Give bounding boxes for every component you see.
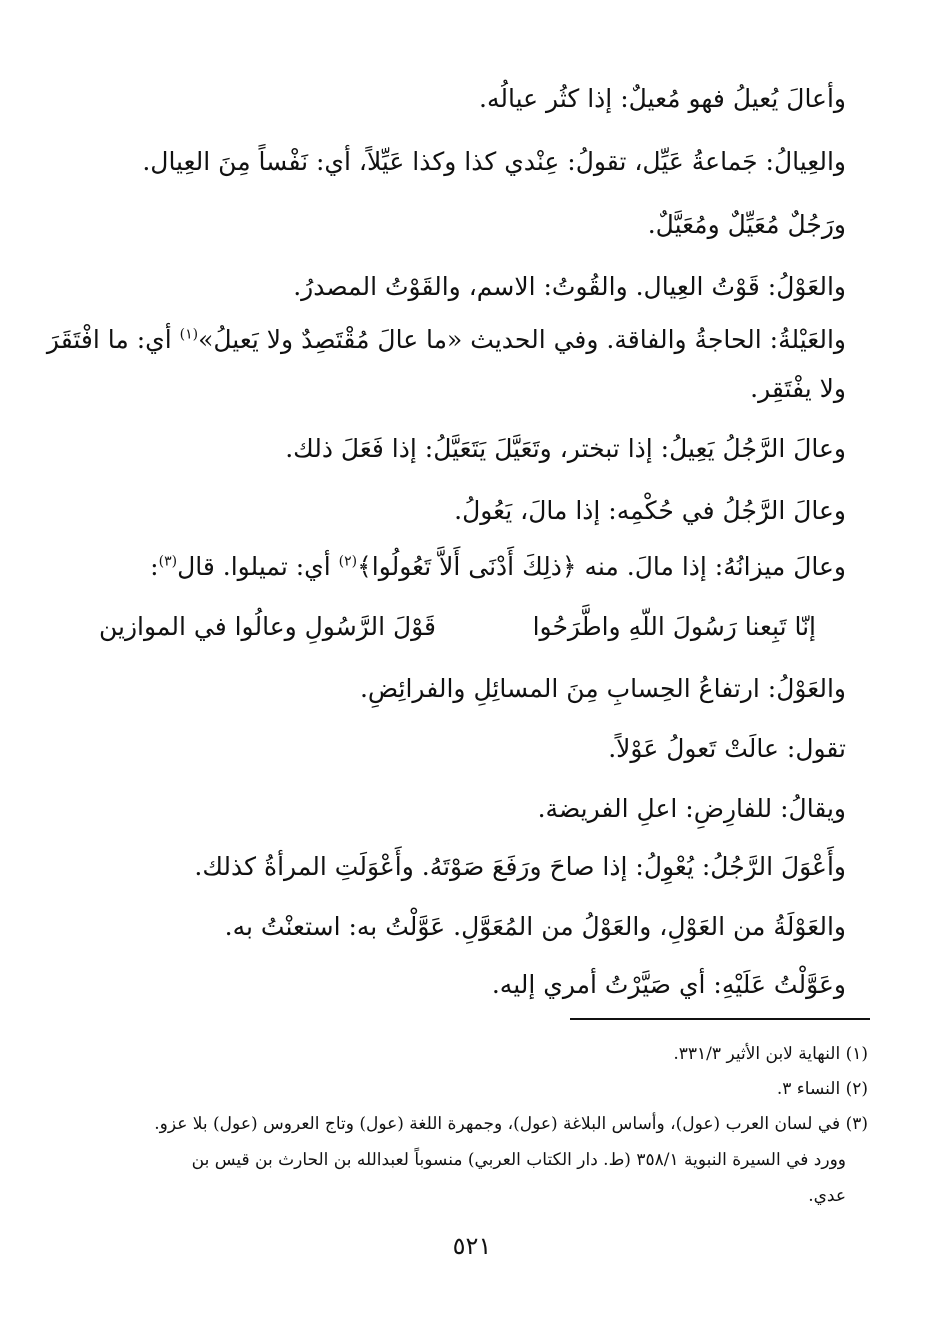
text-line-11: تقول: عالَتْ تَعولُ عَوْلاً. <box>608 734 846 763</box>
page-number: ٥٢١ <box>452 1232 492 1260</box>
text-line-6: ولا يفْتَقِر. <box>750 374 846 403</box>
text-line-7: وعالَ الرَّجُلُ يَعِيلُ: إذا تبختر، وتَعَيَّلَ يَتَعَيَّلُ: إذا فَعَلَ ذلك. <box>285 434 846 463</box>
footnote-ref-2: (٢) <box>338 553 358 570</box>
text-line-8: وعالَ الرَّجُلُ في حُكْمِه: إذا مالَ، يَعُولُ. <box>454 496 846 525</box>
text-line-9-mid: أي: تميلوا. قال <box>177 552 339 581</box>
text-line-9-main: وعالَ ميزانُهُ: إذا مالَ. منه ﴿ذلِكَ أَدْنَى أَلاَّ تَعُولُوا﴾ <box>357 552 846 581</box>
text-line-4: والعَوْلُ: قَوْتُ العِيال. والقُوتُ: الاسم، والقَوْتُ المصدرُ. <box>293 272 846 301</box>
text-line-1: وأعالَ يُعيلُ فهو مُعيلٌ: إذا كثُر عيالُه. <box>479 84 846 113</box>
text-line-5 <box>47 323 846 357</box>
footnote-separator <box>570 1018 870 1020</box>
footnote-1: (١) النهاية لابن الأثير ٣٣١/٣. <box>673 1044 868 1064</box>
text-line-5-main: والعَيْلةُ: الحاجةُ والفاقة. وفي الحديث «ما عالَ مُقْتَصِدٌ ولا يَعيلُ» <box>198 325 846 354</box>
footnote-ref-3: (٣) <box>158 553 178 570</box>
text-line-9-end: : <box>150 552 159 581</box>
text-line-15: وعَوَّلْتُ عَلَيْهِ: أي صَيَّرْتُ أمري إليه. <box>491 970 846 999</box>
text-line-14: والعَوْلَةُ من العَوْلِ، والعَوْلُ من المُعَوَّلِ. عَوَّلْتُ به: استعنْتُ به. <box>224 912 846 941</box>
verse-second-hemistich: قَوْلَ الرَّسُولِ وعالُوا في الموازين <box>98 612 436 641</box>
text-line-9 <box>150 550 846 584</box>
text-line-5-end: أي: ما افْتَقَرَ <box>46 325 180 354</box>
text-line-12: ويقالُ: للفارِضِ: اعلِ الفريضة. <box>537 794 846 823</box>
footnote-3: (٣) في لسان العرب (عول)، وأساس البلاغة (عول)، وجمهرة اللغة (عول) وتاج العروس (عول) بلا عزو. <box>154 1114 868 1134</box>
text-line-3: ورَجُلٌ مُعَيِّلٌ ومُعَيَّلٌ. <box>647 210 846 239</box>
footnote-3-end: عدي. <box>808 1186 846 1206</box>
text-line-10: والعَوْلُ: ارتفاعُ الحِسابِ مِنَ المسائِلِ والفرائِضِ. <box>359 674 846 703</box>
footnote-ref-1: (١) <box>179 326 199 343</box>
footnote-2: (٢) النساء ٣. <box>776 1079 868 1099</box>
footnote-3-continued: وورد في السيرة النبوية ٣٥٨/١ (ط. دار الكتاب العربي) منسوباً لعبدالله بن الحارث بن قيس بن <box>191 1150 846 1170</box>
text-line-13: وأَعْوَلَ الرَّجُلُ: يُعْوِلُ: إذا صاحَ ورَفَعَ صَوْتَهُ. وأَعْوَلَتِ المرأةُ كذلك. <box>194 852 846 881</box>
text-line-2: والعِيالُ: جَماعةُ عَيِّل، تقولُ: عِنْدي كذا وكذا عَيِّلاً، أي: نَفْساً مِنَ العِيال. <box>142 147 846 176</box>
verse-first-hemistich: إنّا تَبِعنا رَسُولَ اللّهِ واطَّرَحُوا <box>532 612 816 641</box>
